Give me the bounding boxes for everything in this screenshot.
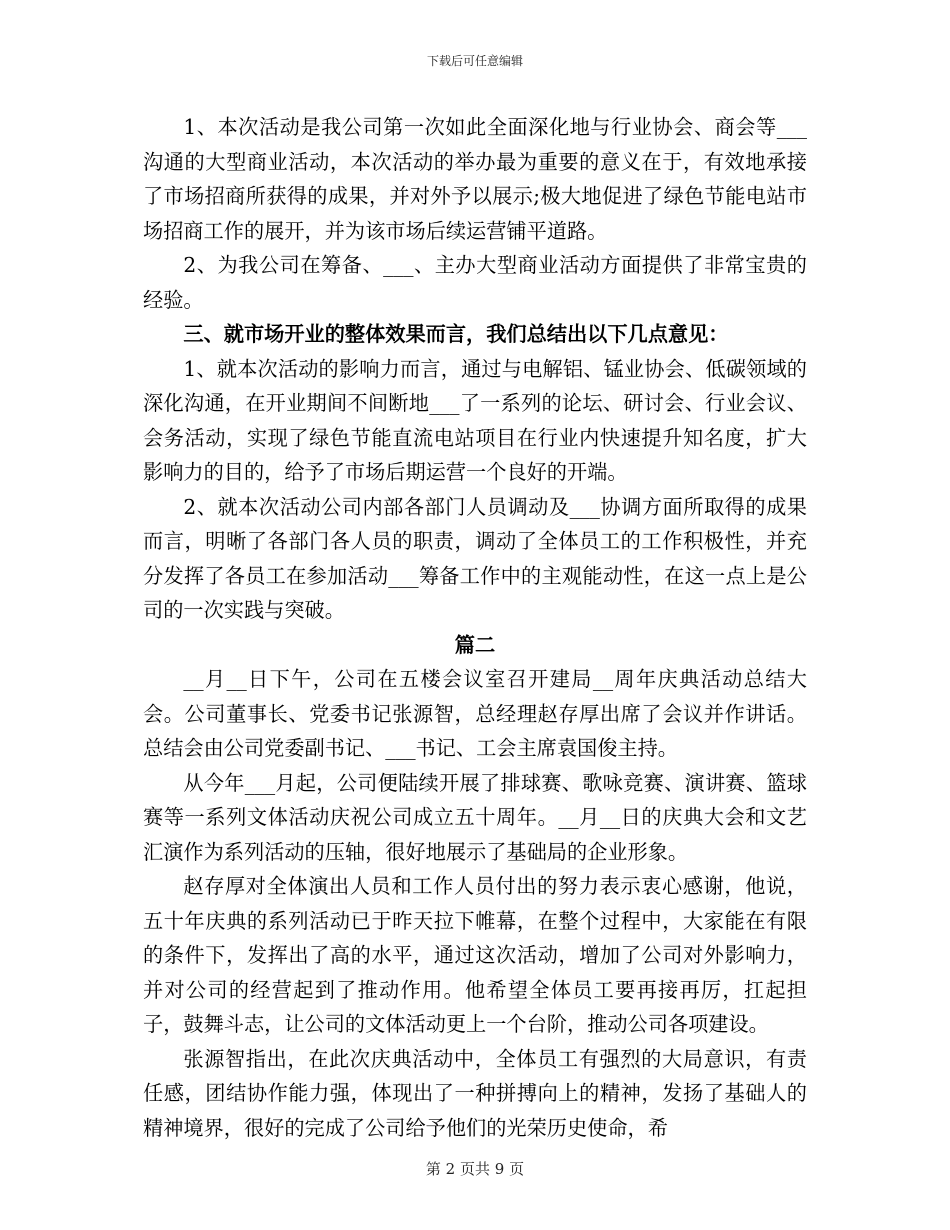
paragraph: 2、为我公司在筹备、___、主办大型商业活动方面提供了非常宝贵的经验。 [143,253,807,312]
page-header: 下载后可任意编辑 [426,54,523,68]
page-number-footer: 第 2 页共 9 页 [425,1160,525,1178]
part-title: 篇二 [454,632,496,657]
paragraph: 赵存厚对全体演出人员和工作人员付出的努力表示衷心感谢，他说，五十年庆典的系列活动已于昨天拉下帷幕，在整个过程中，大家能在有限的条件下，发挥出了高的水平，通过这次活动，增加了公司对外影响力，并对公司的经营起到了推动作用。他希望全体员工要再接再厉，扛起担子，鼓舞斗志，让公司的文体活动更上一个台阶，推动公司各项建设。 [143,874,807,1036]
paragraph: 从今年___月起，公司便陆续开展了排球赛、歌咏竞赛、演讲赛、篮球赛等一系列文体活动庆祝公司成立五十周年。__月__日的庆典大会和文艺汇演作为系列活动的压轴，很好地展示了基础局的企业形象。 [143,770,807,864]
section-heading: 三、就市场开业的整体效果而言，我们总结出以下几点意见： [183,322,729,346]
paragraph: 1、本次活动是我公司第一次如此全面深化地与行业协会、商会等___沟通的大型商业活动，本次活动的举办最为重要的意义在于，有效地承接了市场招商所获得的成果，并对外予以展示;极大地促进了绿色节能电站市场招商工作的展开，并为该市场后续运营铺平道路。 [143,115,807,243]
paragraph: __月__日下午，公司在五楼会议室召开建局__周年庆典活动总结大会。公司董事长、党委书记张源智，总经理赵存厚出席了会议并作讲话。总结会由公司党委副书记、___书记、工会主席袁国俊主持。 [143,667,807,760]
paragraph: 2、就本次活动公司内部各部门人员调动及___协调方面所取得的成果而言，明晰了各部门各人员的职责，调动了全体员工的工作积极性，并充分发挥了各员工在参加活动___筹备工作中的主观能动性，在这一点上是公司的一次实践与突破。 [143,494,807,622]
paragraph: 1、就本次活动的影响力而言，通过与电解铝、锰业协会、低碳领域的深化沟通，在开业期间不间断地___了一系列的论坛、研讨会、行业会议、会务活动，实现了绿色节能直流电站项目在行业内快速提升知名度，扩大影响力的目的，给予了市场后期运营一个良好的开端。 [143,356,807,484]
paragraph: 张源智指出，在此次庆典活动中，全体员工有强烈的大局意识，有责任感，团结协作能力强，体现出了一种拼搏向上的精神，发扬了基础人的精神境界，很好的完成了公司给予他们的光荣历史使命，希 [143,1046,807,1140]
document-body [143,110,807,1145]
